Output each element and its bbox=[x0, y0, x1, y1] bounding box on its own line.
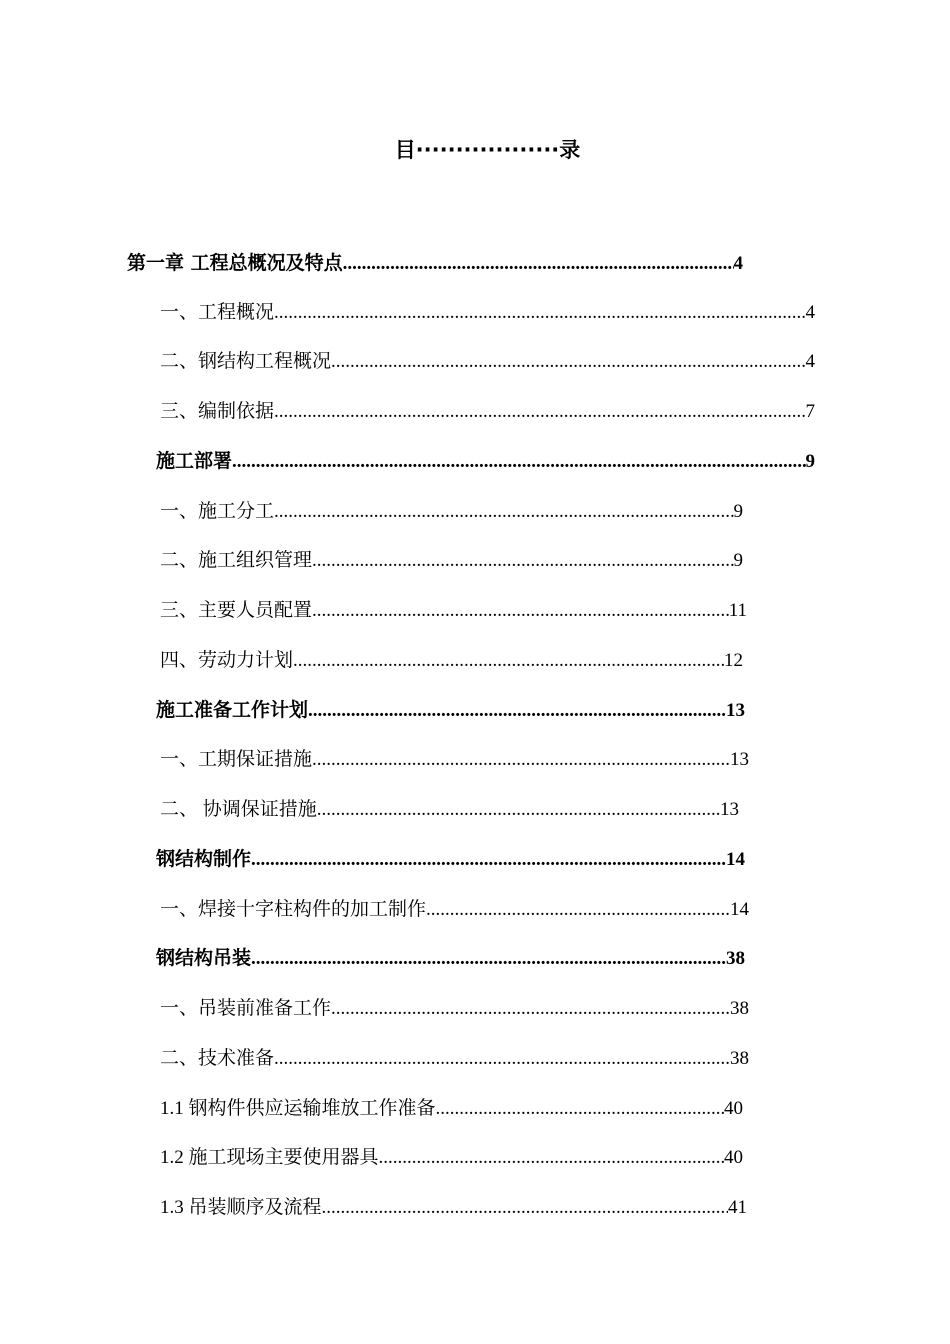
toc-entry[interactable] bbox=[160, 297, 815, 327]
toc-entry-label: 一、吊装前准备工作 bbox=[160, 998, 332, 1019]
toc-dot-leader bbox=[426, 899, 730, 921]
toc-page-number: 9 bbox=[805, 451, 815, 472]
toc-entry[interactable] bbox=[160, 595, 747, 625]
toc-page-number: 4 bbox=[805, 351, 815, 372]
toc-page-number: 13 bbox=[730, 749, 749, 770]
toc-entry-label: 钢结构制作 bbox=[156, 848, 252, 870]
toc-page-number: 41 bbox=[728, 1197, 747, 1218]
toc-page-number: 38 bbox=[730, 1048, 749, 1069]
toc-entry[interactable] bbox=[160, 496, 743, 526]
toc-page-number: 11 bbox=[728, 600, 747, 621]
toc-page-number: 38 bbox=[730, 998, 749, 1019]
toc-entry-section[interactable] bbox=[156, 446, 815, 476]
toc-page-number: 9 bbox=[733, 550, 743, 571]
toc-entry-label: 钢结构吊装 bbox=[156, 947, 252, 969]
toc-entry[interactable] bbox=[160, 1093, 743, 1123]
toc-dot-leader bbox=[274, 1048, 730, 1070]
toc-entry-section[interactable] bbox=[156, 943, 745, 973]
toc-entry-label: 1.1 钢构件供应运输堆放工作准备 bbox=[160, 1098, 436, 1119]
toc-dot-leader bbox=[331, 998, 730, 1020]
toc-page-number: 14 bbox=[730, 899, 749, 920]
toc-dot-leader bbox=[232, 451, 805, 473]
toc-entry[interactable] bbox=[160, 645, 743, 675]
toc-entry-label: 第一章 工程总概况及特点 bbox=[127, 252, 343, 274]
toc-entry-label: 二、钢结构工程概况 bbox=[160, 351, 332, 372]
toc-entry-label: 1.2 施工现场主要使用器具 bbox=[160, 1147, 379, 1168]
toc-page-number: 13 bbox=[720, 799, 739, 820]
toc-entry-label: 施工准备工作计划 bbox=[156, 699, 309, 721]
toc-page-number: 13 bbox=[726, 700, 745, 721]
toc-entry[interactable] bbox=[160, 545, 743, 575]
toc-page-number: 40 bbox=[724, 1098, 743, 1119]
toc-entry[interactable] bbox=[160, 1043, 749, 1073]
toc-dot-leader bbox=[293, 650, 724, 672]
toc-entry-label: 施工部署 bbox=[156, 450, 233, 472]
toc-dot-leader bbox=[322, 1197, 728, 1219]
toc-entry-label: 一、工期保证措施 bbox=[160, 749, 313, 770]
toc-entry-label: 四、劳动力计划 bbox=[160, 650, 294, 671]
toc-title: 目··················录 bbox=[394, 138, 581, 162]
toc-entry-label: 三、主要人员配置 bbox=[160, 600, 313, 621]
toc-entry-label: 一、焊接十字柱构件的加工制作 bbox=[160, 899, 427, 920]
toc-entry[interactable] bbox=[160, 993, 749, 1023]
toc-entry-chapter-1[interactable] bbox=[127, 248, 743, 278]
toc-entry-label: 一、工程概况 bbox=[160, 302, 275, 323]
toc-entry[interactable] bbox=[160, 894, 749, 924]
toc-entry-label: 二、 协调保证措施 bbox=[160, 799, 317, 820]
toc-dot-leader bbox=[343, 253, 734, 275]
toc-page-number: 12 bbox=[724, 650, 743, 671]
toc-page-number: 4 bbox=[733, 253, 743, 274]
toc-entry[interactable] bbox=[160, 346, 815, 376]
toc-dot-leader bbox=[436, 1098, 724, 1120]
toc-dot-leader bbox=[251, 948, 726, 970]
toc-page-number: 40 bbox=[724, 1147, 743, 1168]
toc-dot-leader bbox=[312, 600, 729, 622]
toc-entry[interactable] bbox=[160, 1142, 743, 1172]
toc-page-number: 4 bbox=[805, 302, 815, 323]
toc-dot-leader bbox=[274, 501, 733, 523]
toc-dot-leader bbox=[308, 700, 726, 722]
toc-dot-leader bbox=[331, 351, 805, 373]
toc-dot-leader bbox=[274, 302, 805, 324]
toc-dot-leader bbox=[379, 1147, 724, 1169]
toc-entry[interactable] bbox=[160, 794, 739, 824]
toc-dot-leader bbox=[251, 849, 726, 871]
toc-page-number: 38 bbox=[726, 948, 745, 969]
toc-page-number: 9 bbox=[733, 501, 743, 522]
toc-entry-section[interactable] bbox=[156, 844, 745, 874]
toc-entry-label: 二、施工组织管理 bbox=[160, 550, 313, 571]
toc-entry-label: 1.3 吊装顺序及流程 bbox=[160, 1197, 322, 1218]
toc-dot-leader bbox=[312, 749, 730, 771]
toc-entry[interactable] bbox=[160, 1192, 747, 1222]
toc-entry-section[interactable] bbox=[156, 695, 745, 725]
toc-entry-label: 三、编制依据 bbox=[160, 401, 275, 422]
toc-entry-label: 二、技术准备 bbox=[160, 1048, 275, 1069]
toc-dot-leader bbox=[317, 799, 720, 821]
toc-page-number: 14 bbox=[726, 849, 745, 870]
toc-dot-leader bbox=[312, 550, 733, 572]
toc-dot-leader bbox=[274, 401, 805, 423]
toc-entry[interactable] bbox=[160, 396, 815, 426]
toc-entry[interactable] bbox=[160, 744, 749, 774]
toc-entry-label: 一、施工分工 bbox=[160, 501, 275, 522]
toc-page-number: 7 bbox=[805, 401, 815, 422]
